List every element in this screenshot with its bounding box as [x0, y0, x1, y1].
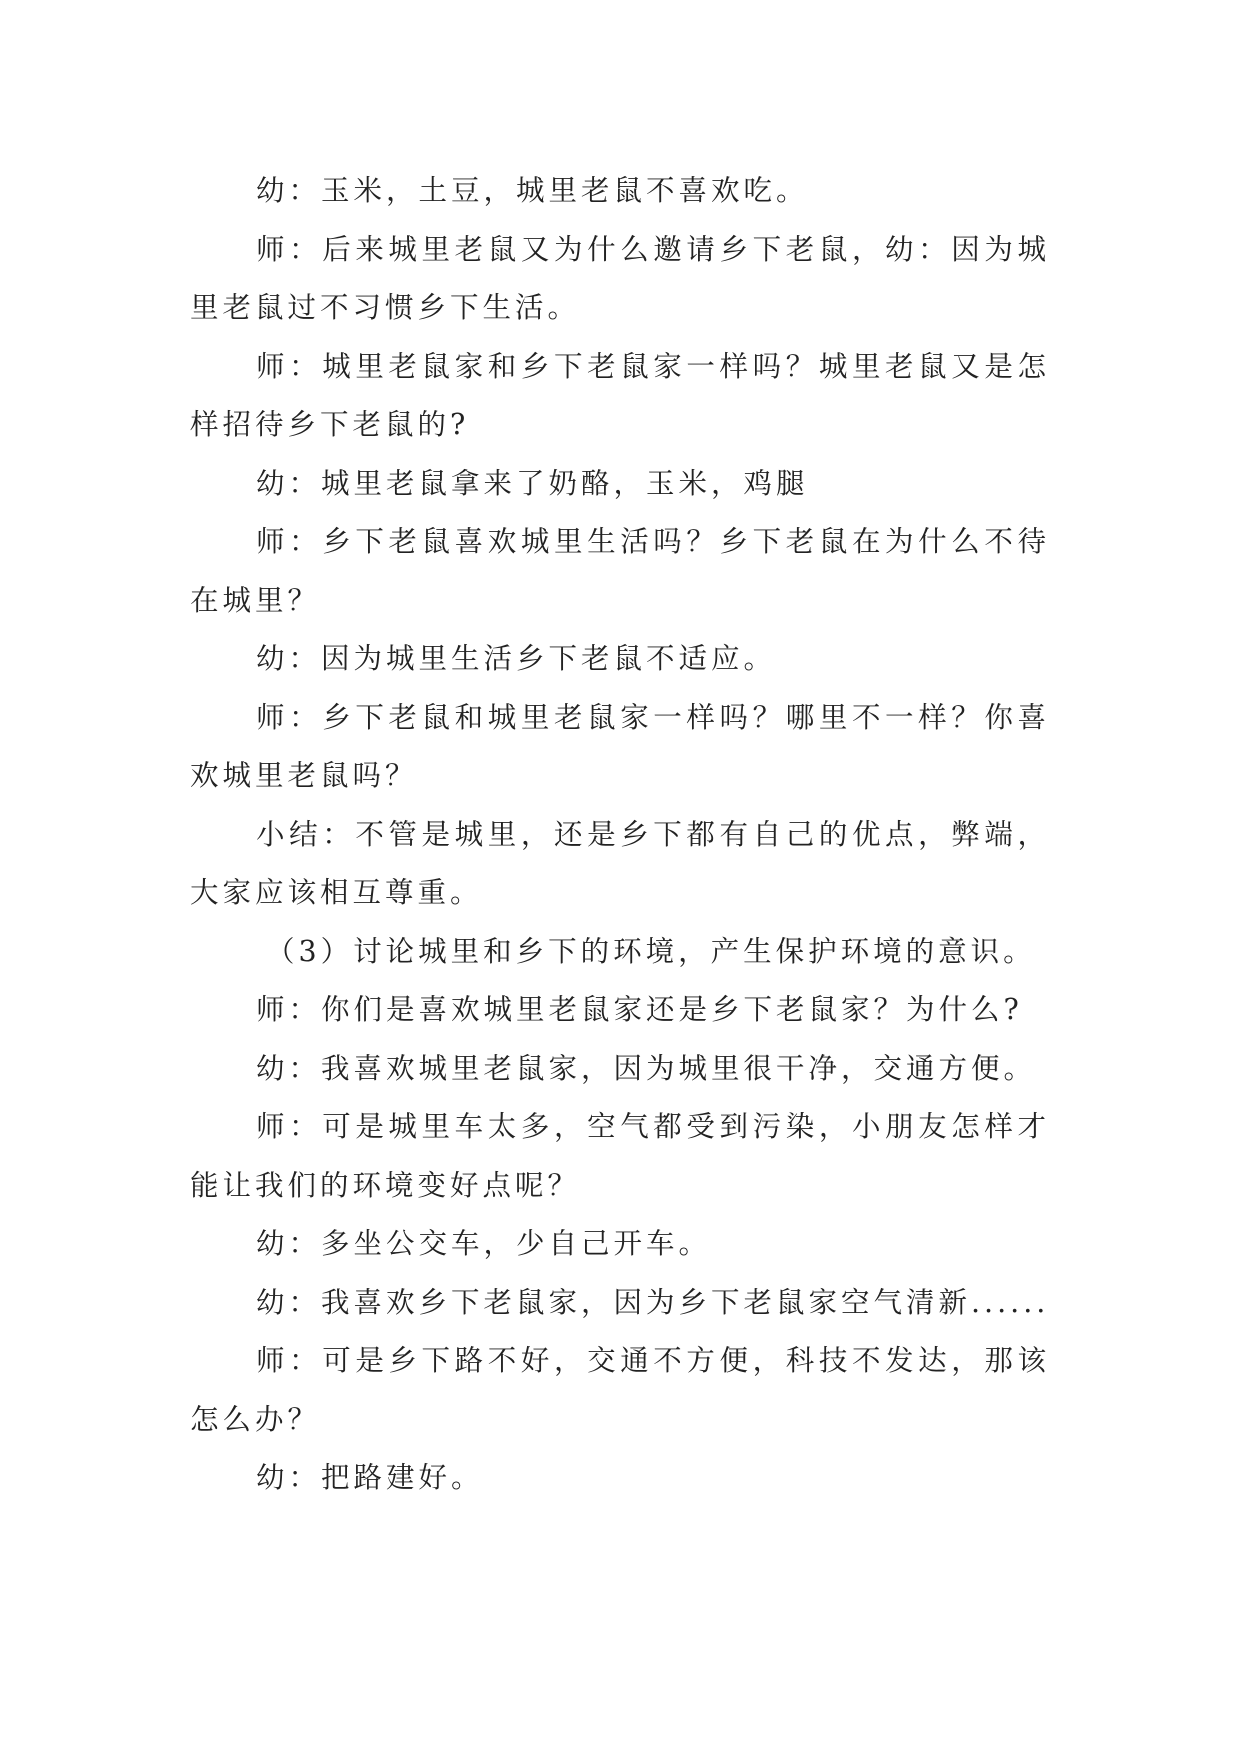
paragraph: 师：乡下老鼠和城里老鼠家一样吗？哪里不一样？你喜欢城里老鼠吗？ — [190, 700, 1050, 792]
paragraph: 师：城里老鼠家和乡下老鼠家一样吗？城里老鼠又是怎样招待乡下老鼠的? — [190, 349, 1050, 441]
paragraph: 师：乡下老鼠喜欢城里生活吗？乡下老鼠在为什么不待在城里？ — [190, 525, 1050, 617]
paragraph: 幼：我喜欢乡下老鼠家，因为乡下老鼠家空气清新...... — [256, 1285, 1050, 1319]
paragraph: 幼：我喜欢城里老鼠家，因为城里很干净，交通方便。 — [256, 1051, 1037, 1085]
paragraph: 幼：把路建好。 — [256, 1461, 484, 1494]
document-body — [190, 162, 1050, 1508]
paragraph: 幼：多坐公交车，少自己开车。 — [256, 1227, 712, 1260]
paragraph: 师：可是乡下路不好，交通不方便，科技不发达，那该怎么办？ — [190, 1344, 1050, 1436]
paragraph: 幼：城里老鼠拿来了奶酪，玉米，鸡腿 — [256, 466, 809, 500]
paragraph: 师：你们是喜欢城里老鼠家还是乡下老鼠家？为什么? — [256, 993, 1023, 1026]
paragraph: 师：可是城里车太多，空气都受到污染，小朋友怎样才能让我们的环境变好点呢？ — [190, 1110, 1050, 1202]
section-heading: （3）讨论城里和乡下的环境，产生保护环境的意识。 — [266, 934, 1036, 968]
paragraph: 幼：因为城里生活乡下老鼠不适应。 — [256, 642, 777, 675]
summary-paragraph: 小结：不管是城里，还是乡下都有自己的优点，弊端，大家应该相互尊重。 — [190, 817, 1050, 909]
paragraph: 幼：玉米，土豆，城里老鼠不喜欢吃。 — [256, 174, 809, 207]
paragraph: 师：后来城里老鼠又为什么邀请乡下老鼠，幼：因为城里老鼠过不习惯乡下生活。 — [190, 232, 1050, 324]
